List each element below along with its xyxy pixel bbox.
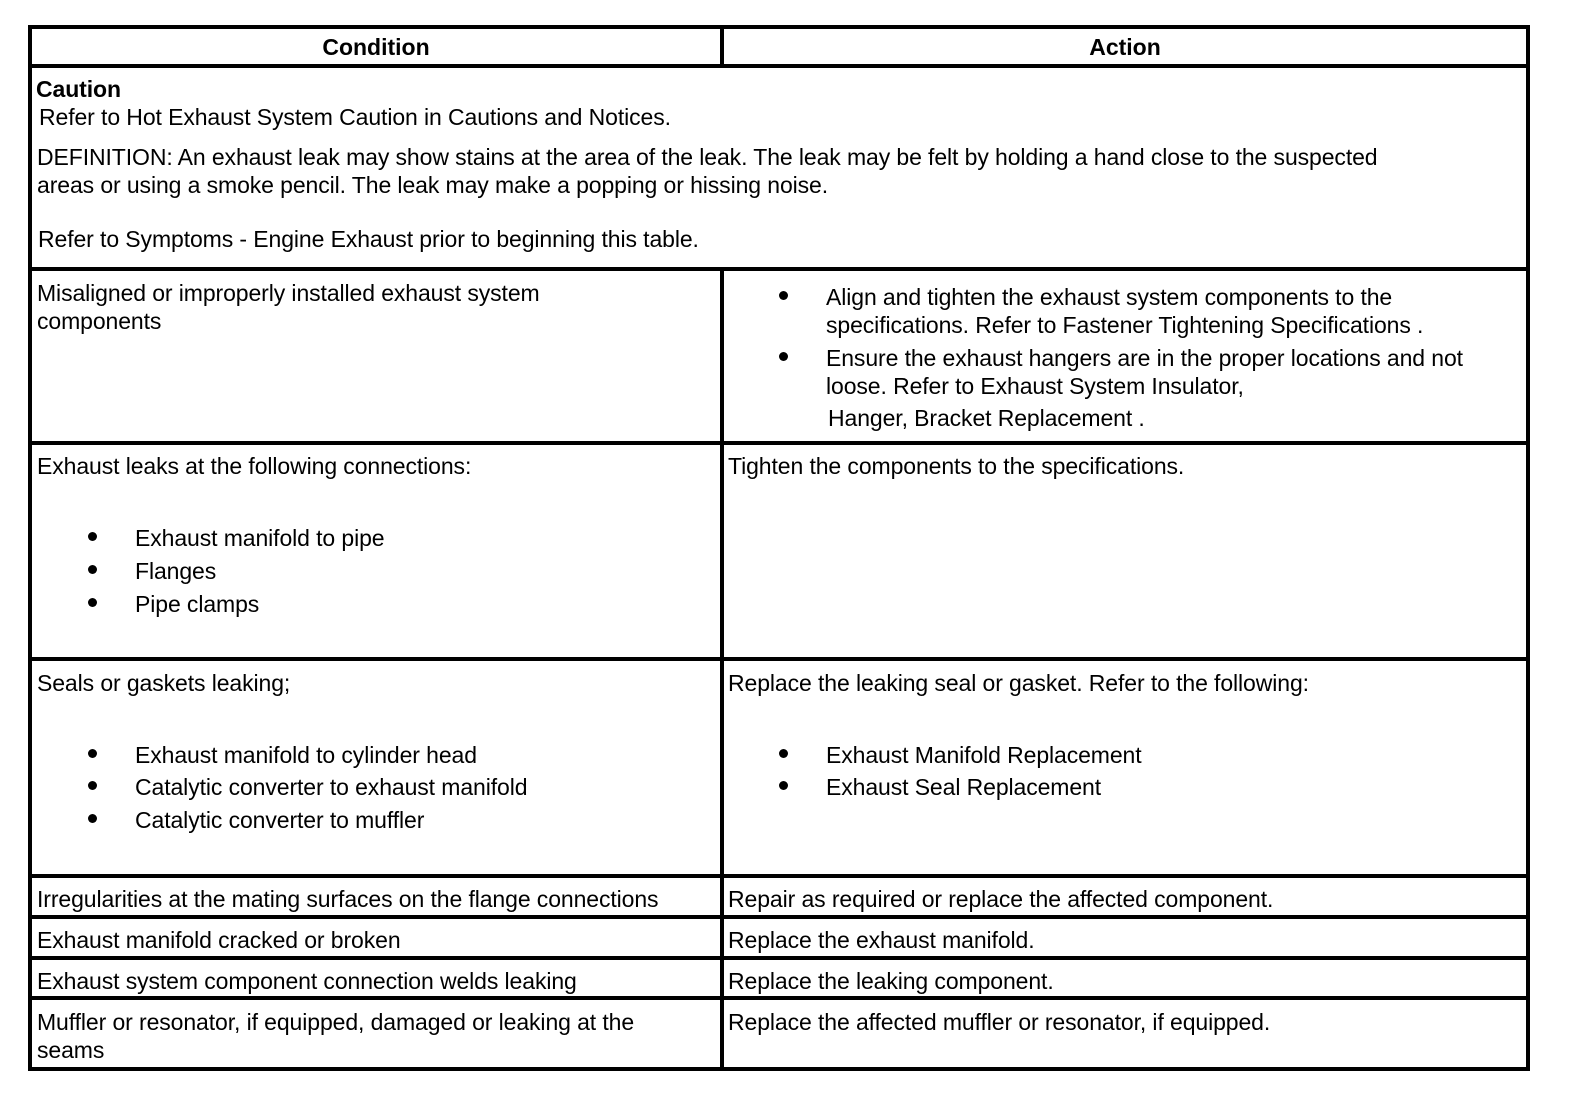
row7-condition-line2: seams [37, 1037, 105, 1063]
row5-action: Replace the exhaust manifold. [728, 927, 1035, 953]
row-rule-1 [32, 441, 1526, 445]
column-divider-body [720, 267, 724, 1067]
row4-action: Repair as required or replace the affected component. [728, 886, 1274, 912]
bullet-icon [88, 749, 97, 758]
row1-action-bullet1-line1: Align and tighten the exhaust system components to the [826, 284, 1393, 310]
bullet-icon [88, 781, 97, 790]
row6-condition: Exhaust system component connection welds leaking [37, 968, 577, 994]
caution-line: Refer to Hot Exhaust System Caution in Cautions and Notices. [39, 104, 671, 130]
row-rule-4 [32, 915, 1526, 919]
header-rule [32, 64, 1526, 68]
row-rule-6 [32, 996, 1526, 1000]
row3-action-bullet: Exhaust Manifold Replacement [826, 742, 1142, 768]
row1-action-bullet2-line3: Hanger, Bracket Replacement . [828, 405, 1145, 431]
row1-condition-line2: components [37, 308, 162, 334]
row7-action: Replace the affected muffler or resonator, if equipped. [728, 1009, 1271, 1035]
row3-condition-bullet: Catalytic converter to muffler [135, 807, 425, 833]
bullet-icon [779, 291, 788, 300]
row7-condition-line1: Muffler or resonator, if equipped, damaged or leaking at the [37, 1009, 635, 1035]
row3-action-bullet: Exhaust Seal Replacement [826, 774, 1102, 800]
row3-condition-bullet: Exhaust manifold to cylinder head [135, 742, 477, 768]
row3-condition-bullet: Catalytic converter to exhaust manifold [135, 774, 528, 800]
bullet-icon [88, 814, 97, 823]
row-rule-3 [32, 874, 1526, 878]
bullet-icon [88, 532, 97, 541]
bullet-icon [779, 352, 788, 361]
row1-action-bullet1-line2: specifications. Refer to Fastener Tightening Specifications . [826, 312, 1424, 338]
caution-title: Caution [36, 76, 121, 102]
header-action: Action [1089, 34, 1161, 60]
bullet-icon [779, 749, 788, 758]
row2-condition-bullet: Exhaust manifold to pipe [135, 525, 385, 551]
row1-action-bullet2-line2: loose. Refer to Exhaust System Insulator, [826, 373, 1244, 399]
caution-rule [32, 267, 1526, 271]
row-rule-5 [32, 956, 1526, 960]
bullet-icon [88, 565, 97, 574]
diagnostic-table [28, 25, 1530, 1071]
symptoms-reference: Refer to Symptoms - Engine Exhaust prior to beginning this table. [38, 226, 699, 252]
row5-condition: Exhaust manifold cracked or broken [37, 927, 401, 953]
definition-line-2: areas or using a smoke pencil. The leak may make a popping or hissing noise. [37, 172, 829, 198]
row2-condition-bullet: Flanges [135, 558, 217, 584]
row4-condition: Irregularities at the mating surfaces on the flange connections [37, 886, 659, 912]
bullet-icon [779, 781, 788, 790]
row2-condition-bullet: Pipe clamps [135, 591, 260, 617]
row6-action: Replace the leaking component. [728, 968, 1054, 994]
definition-line-1: DEFINITION: An exhaust leak may show stains at the area of the leak. The leak may be felt by holding a hand close to the suspected [37, 144, 1378, 170]
row1-action-bullet2-line1: Ensure the exhaust hangers are in the proper locations and not [826, 345, 1463, 371]
row3-condition: Seals or gaskets leaking; [37, 670, 291, 696]
row-rule-2 [32, 657, 1526, 661]
row2-action: Tighten the components to the specifications. [728, 453, 1185, 479]
row2-condition: Exhaust leaks at the following connections: [37, 453, 472, 479]
header-condition: Condition [322, 34, 430, 60]
row1-condition-line1: Misaligned or improperly installed exhaust system [37, 280, 540, 306]
row3-action: Replace the leaking seal or gasket. Refer to the following: [728, 670, 1309, 696]
bullet-icon [88, 598, 97, 607]
